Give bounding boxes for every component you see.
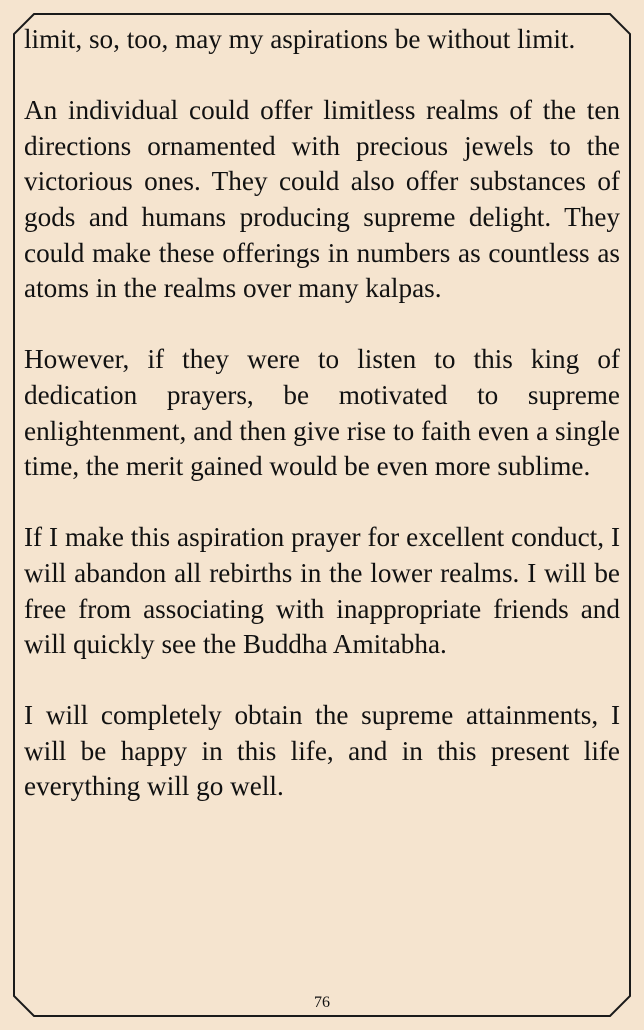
paragraph-4: If I make this aspiration prayer for excellent conduct, I will abandon all rebirths in the lower realms. I will be free from associating with inappropriate friends and will quickly see the Buddha Amitabha. [24, 522, 620, 660]
paragraph-1: limit, so, too, may my aspirations be without limit. [24, 24, 576, 54]
page-body-text [24, 22, 620, 805]
paragraph-3: However, if they were to listen to this king of dedication prayers, be motivated to supreme enlightenment, and then give rise to faith even a single time, the merit gained would be even more sublime. [24, 344, 620, 482]
paragraph-2: An individual could offer limitless realms of the ten directions ornamented with precious jewels to the victorious ones. They could also offer substances of gods and humans producing supreme delight. They could make these offerings in numbers as countless as atoms in the realms over many kalpas. [24, 95, 620, 304]
paragraph-5: I will completely obtain the supreme attainments, I will be happy in this life, and in this present life everything will go well. [24, 700, 620, 802]
page-number: 76 [314, 994, 330, 1011]
